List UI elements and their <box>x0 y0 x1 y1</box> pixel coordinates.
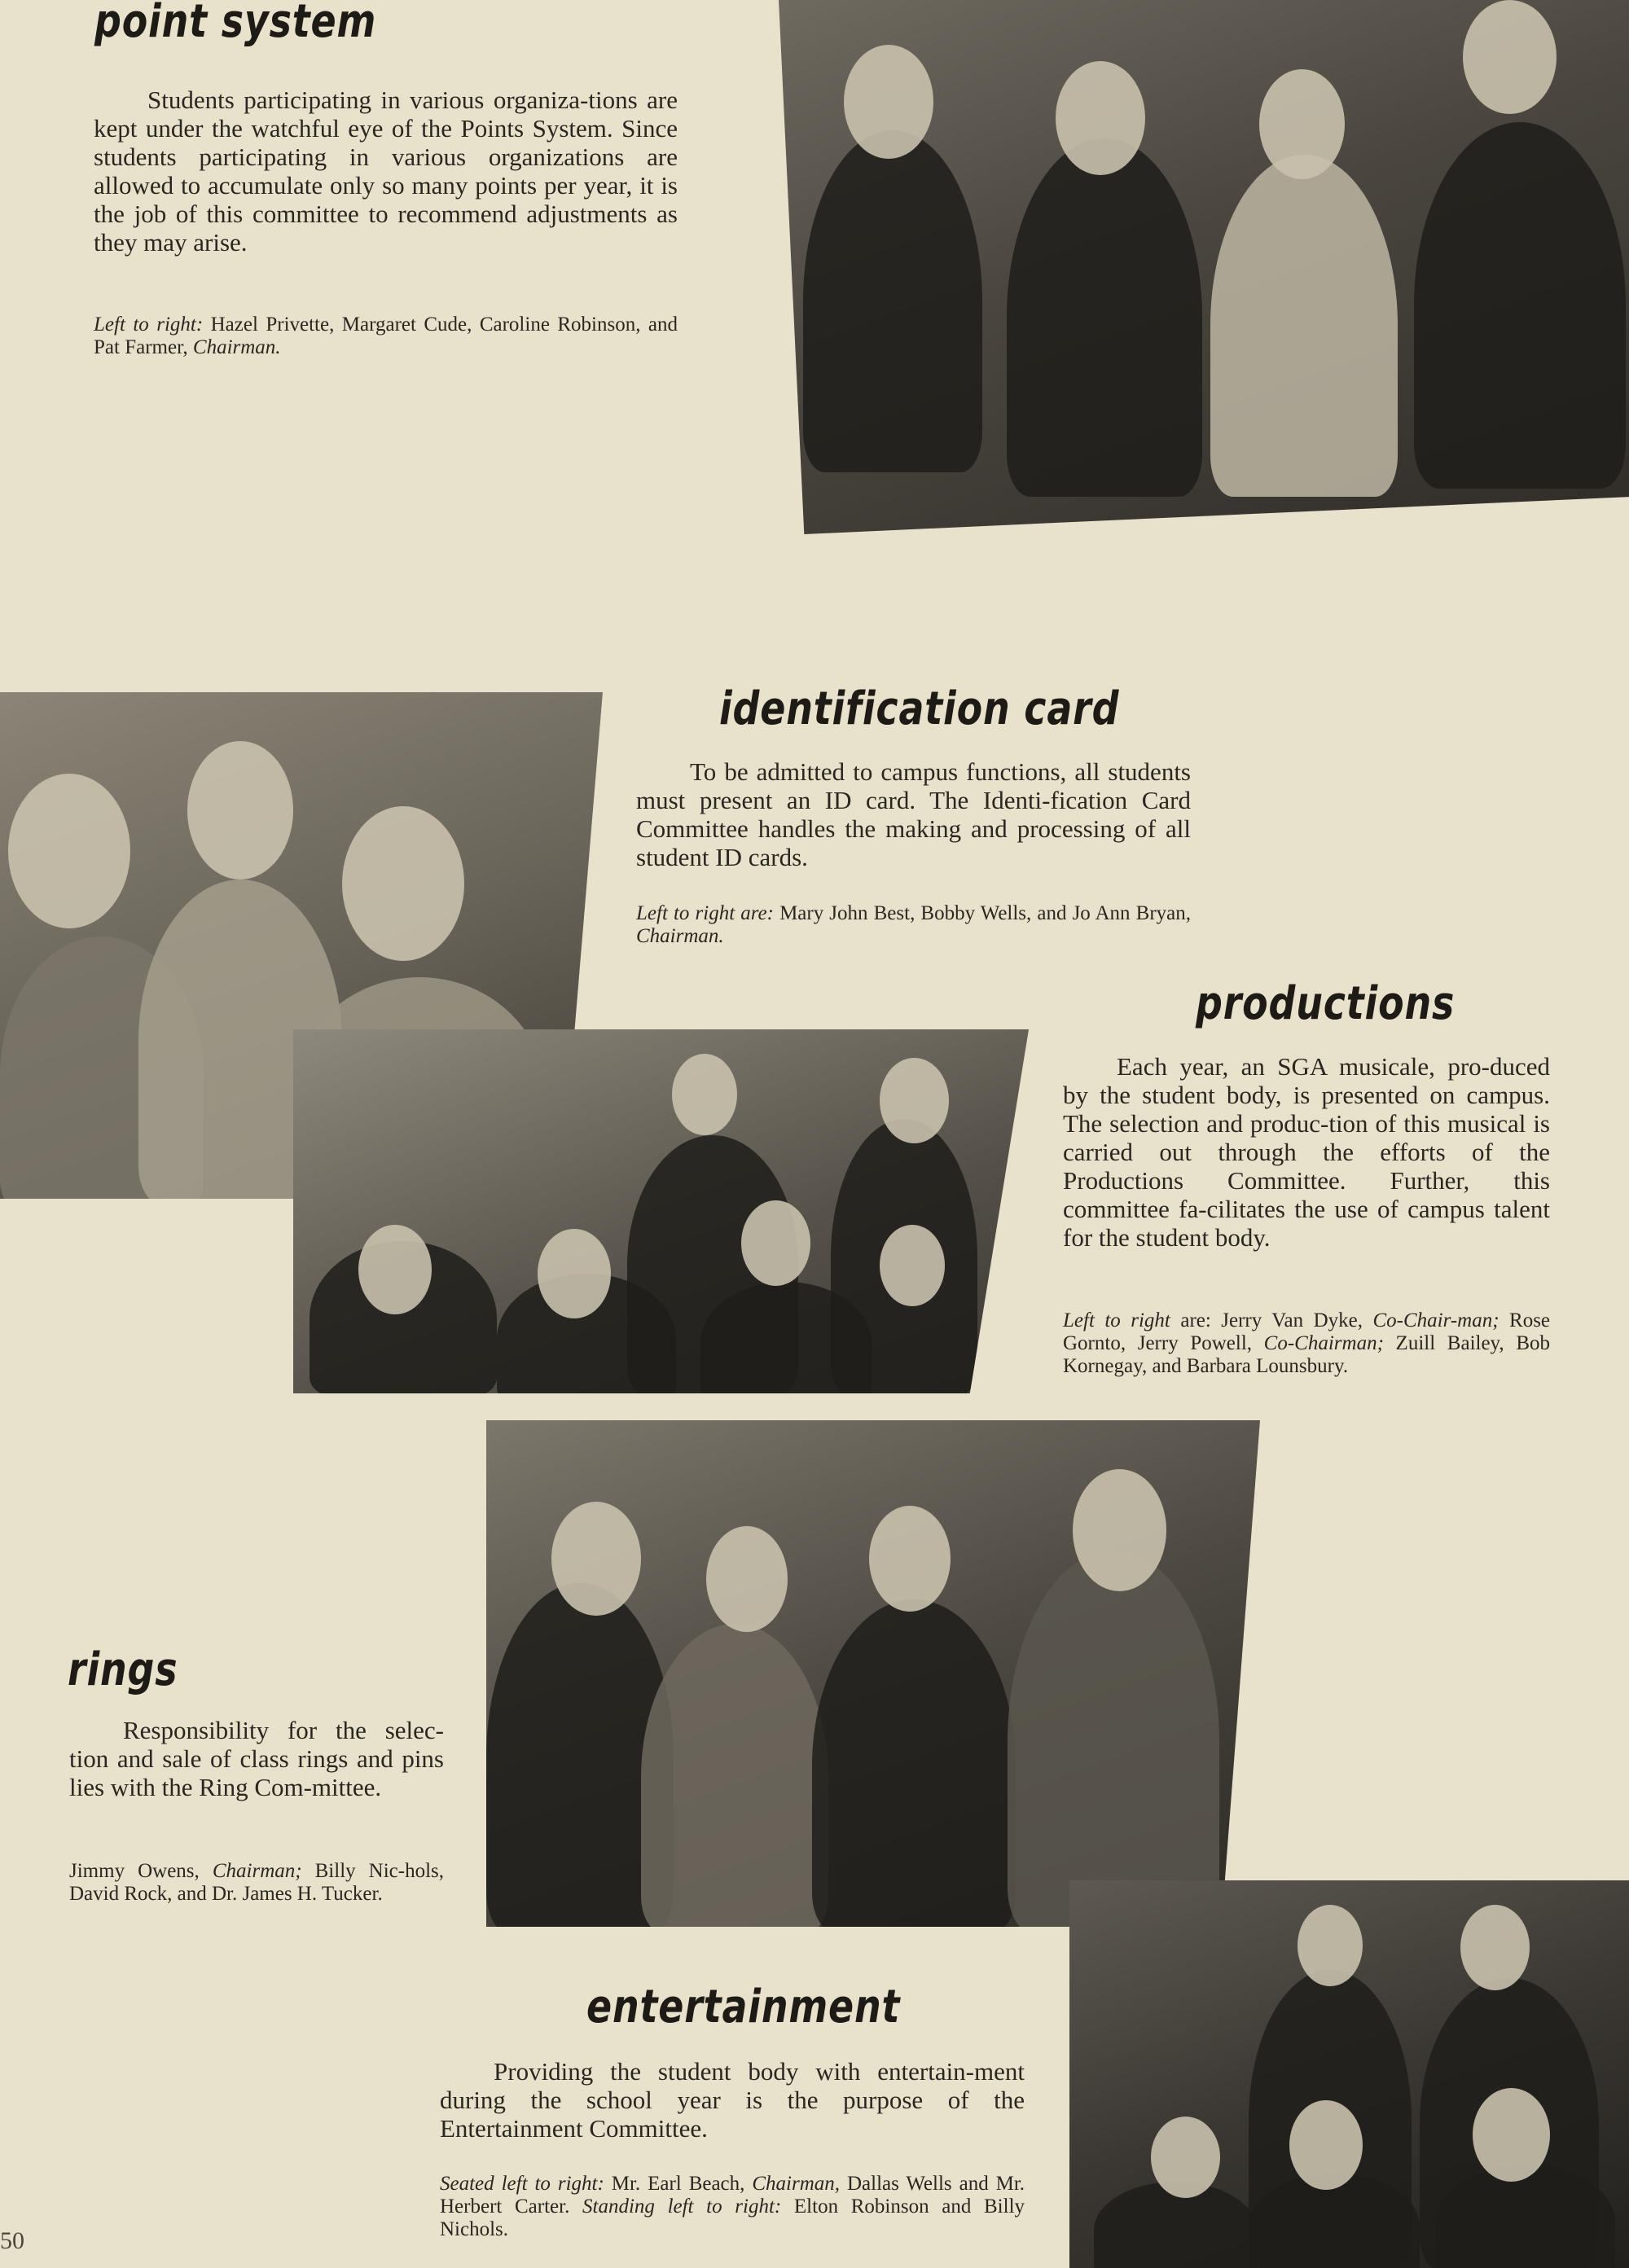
person-silhouette <box>812 1599 1016 1927</box>
person-face <box>8 774 130 928</box>
person-face <box>880 1225 945 1306</box>
identification-card-caption <box>636 902 1191 948</box>
person-face <box>1460 1905 1530 1990</box>
person-face <box>342 806 464 961</box>
person-face <box>1289 2100 1363 2190</box>
caption-role: Co-Chair-man; <box>1372 1309 1499 1331</box>
person-face <box>844 45 933 159</box>
person-silhouette <box>1210 155 1398 497</box>
person-face <box>1151 2117 1220 2198</box>
caption-role: Co-Chairman; <box>1263 1332 1384 1354</box>
person-silhouette <box>641 1624 828 1927</box>
person-face <box>551 1502 641 1616</box>
identification-card-body: To be admitted to campus functions, all students must present an ID card. The Identi-fication Card Committee handles the making and processing of all student ID cards. <box>636 757 1191 871</box>
person-face <box>1297 1905 1363 1986</box>
point-system-caption <box>94 314 678 359</box>
person-face <box>187 741 293 880</box>
caption-role: Chairman. <box>636 925 724 947</box>
caption-part: Mr. Earl Beach, <box>611 2173 745 2195</box>
person-face <box>1073 1469 1166 1591</box>
caption-lead: Seated left to right: <box>440 2173 604 2195</box>
person-face <box>706 1526 788 1632</box>
caption-lead: Left to right are: <box>636 902 774 924</box>
person-silhouette <box>1008 1551 1219 1927</box>
identification-card-heading: identification card <box>719 682 1120 735</box>
person-face <box>1259 69 1345 179</box>
productions-heading: productions <box>1196 977 1456 1030</box>
productions-caption <box>1063 1309 1550 1378</box>
person-silhouette <box>1414 122 1626 489</box>
person-face <box>358 1225 432 1314</box>
person-face <box>1463 0 1557 114</box>
person-face <box>880 1058 949 1143</box>
person-face <box>741 1200 810 1286</box>
page-number: 50 <box>0 2227 24 2254</box>
caption-lead: Left to right <box>1063 1309 1170 1331</box>
person-face <box>1473 2088 1550 2182</box>
person-face <box>869 1506 951 1612</box>
caption-part: Zuill Bailey, Bob Kornegay, and Barbara Lounsbury. <box>1063 1332 1550 1377</box>
person-silhouette <box>1007 138 1202 497</box>
entertainment-caption <box>440 2173 1025 2241</box>
rings-photo <box>486 1420 1260 1927</box>
entertainment-photo <box>1069 1880 1629 2268</box>
caption-names: Mary John Best, Bobby Wells, and Jo Ann Bryan, <box>779 902 1191 924</box>
caption-part: Jimmy Owens, <box>69 1860 200 1882</box>
caption-lead: Left to right: <box>94 314 204 336</box>
rings-body: Responsibility for the selec-tion and sale of class rings and pins lies with the Ring Com-mittee. <box>69 1716 444 1801</box>
caption-part: are: Jerry Van Dyke, <box>1180 1309 1363 1331</box>
person-silhouette <box>803 130 982 472</box>
caption-part: Rose Gornto, Jerry Powell, <box>1063 1309 1551 1354</box>
point-system-photo <box>779 0 1629 534</box>
rings-caption <box>69 1860 444 1906</box>
caption-lead: Standing left to right: <box>582 2196 782 2218</box>
caption-part: Elton Robinson and Billy Nichols. <box>440 2196 1025 2240</box>
point-system-heading: point system <box>94 0 377 48</box>
point-system-body: Students participating in various organiza-tions are kept under the watchful eye of the Points System. Since students participating in various organizations are allowed to accumulate only so many points per year, it is the job of this committee to recommend adjustments as they may arise. <box>94 86 678 257</box>
entertainment-body: Providing the student body with entertain-ment during the school year is the purpose of the Entertainment Committee. <box>440 2057 1025 2143</box>
caption-role: Chairman; <box>212 1860 302 1882</box>
productions-body: Each year, an SGA musicale, pro-duced by the student body, is presented on campus. The selection and produc-tion of this musical is carried out through the efforts of the Productions Committee. Further, this committee fa-cilitates the use of campus talent for the student body. <box>1063 1052 1550 1252</box>
person-face <box>1056 61 1145 175</box>
caption-part: Dallas Wells and Mr. Herbert Carter. <box>440 2173 1025 2218</box>
person-face <box>672 1054 737 1135</box>
entertainment-heading: entertainment <box>586 1981 901 2033</box>
caption-part: Billy Nic-hols, David Rock, and Dr. James H. Tucker. <box>69 1860 445 1905</box>
caption-names: Hazel Privette, Margaret Cude, Caroline Robinson, and Pat Farmer, <box>94 314 678 358</box>
caption-role: Chairman, <box>752 2173 841 2195</box>
rings-heading: rings <box>68 1643 178 1696</box>
person-face <box>538 1229 611 1318</box>
caption-role: Chairman. <box>192 336 281 358</box>
